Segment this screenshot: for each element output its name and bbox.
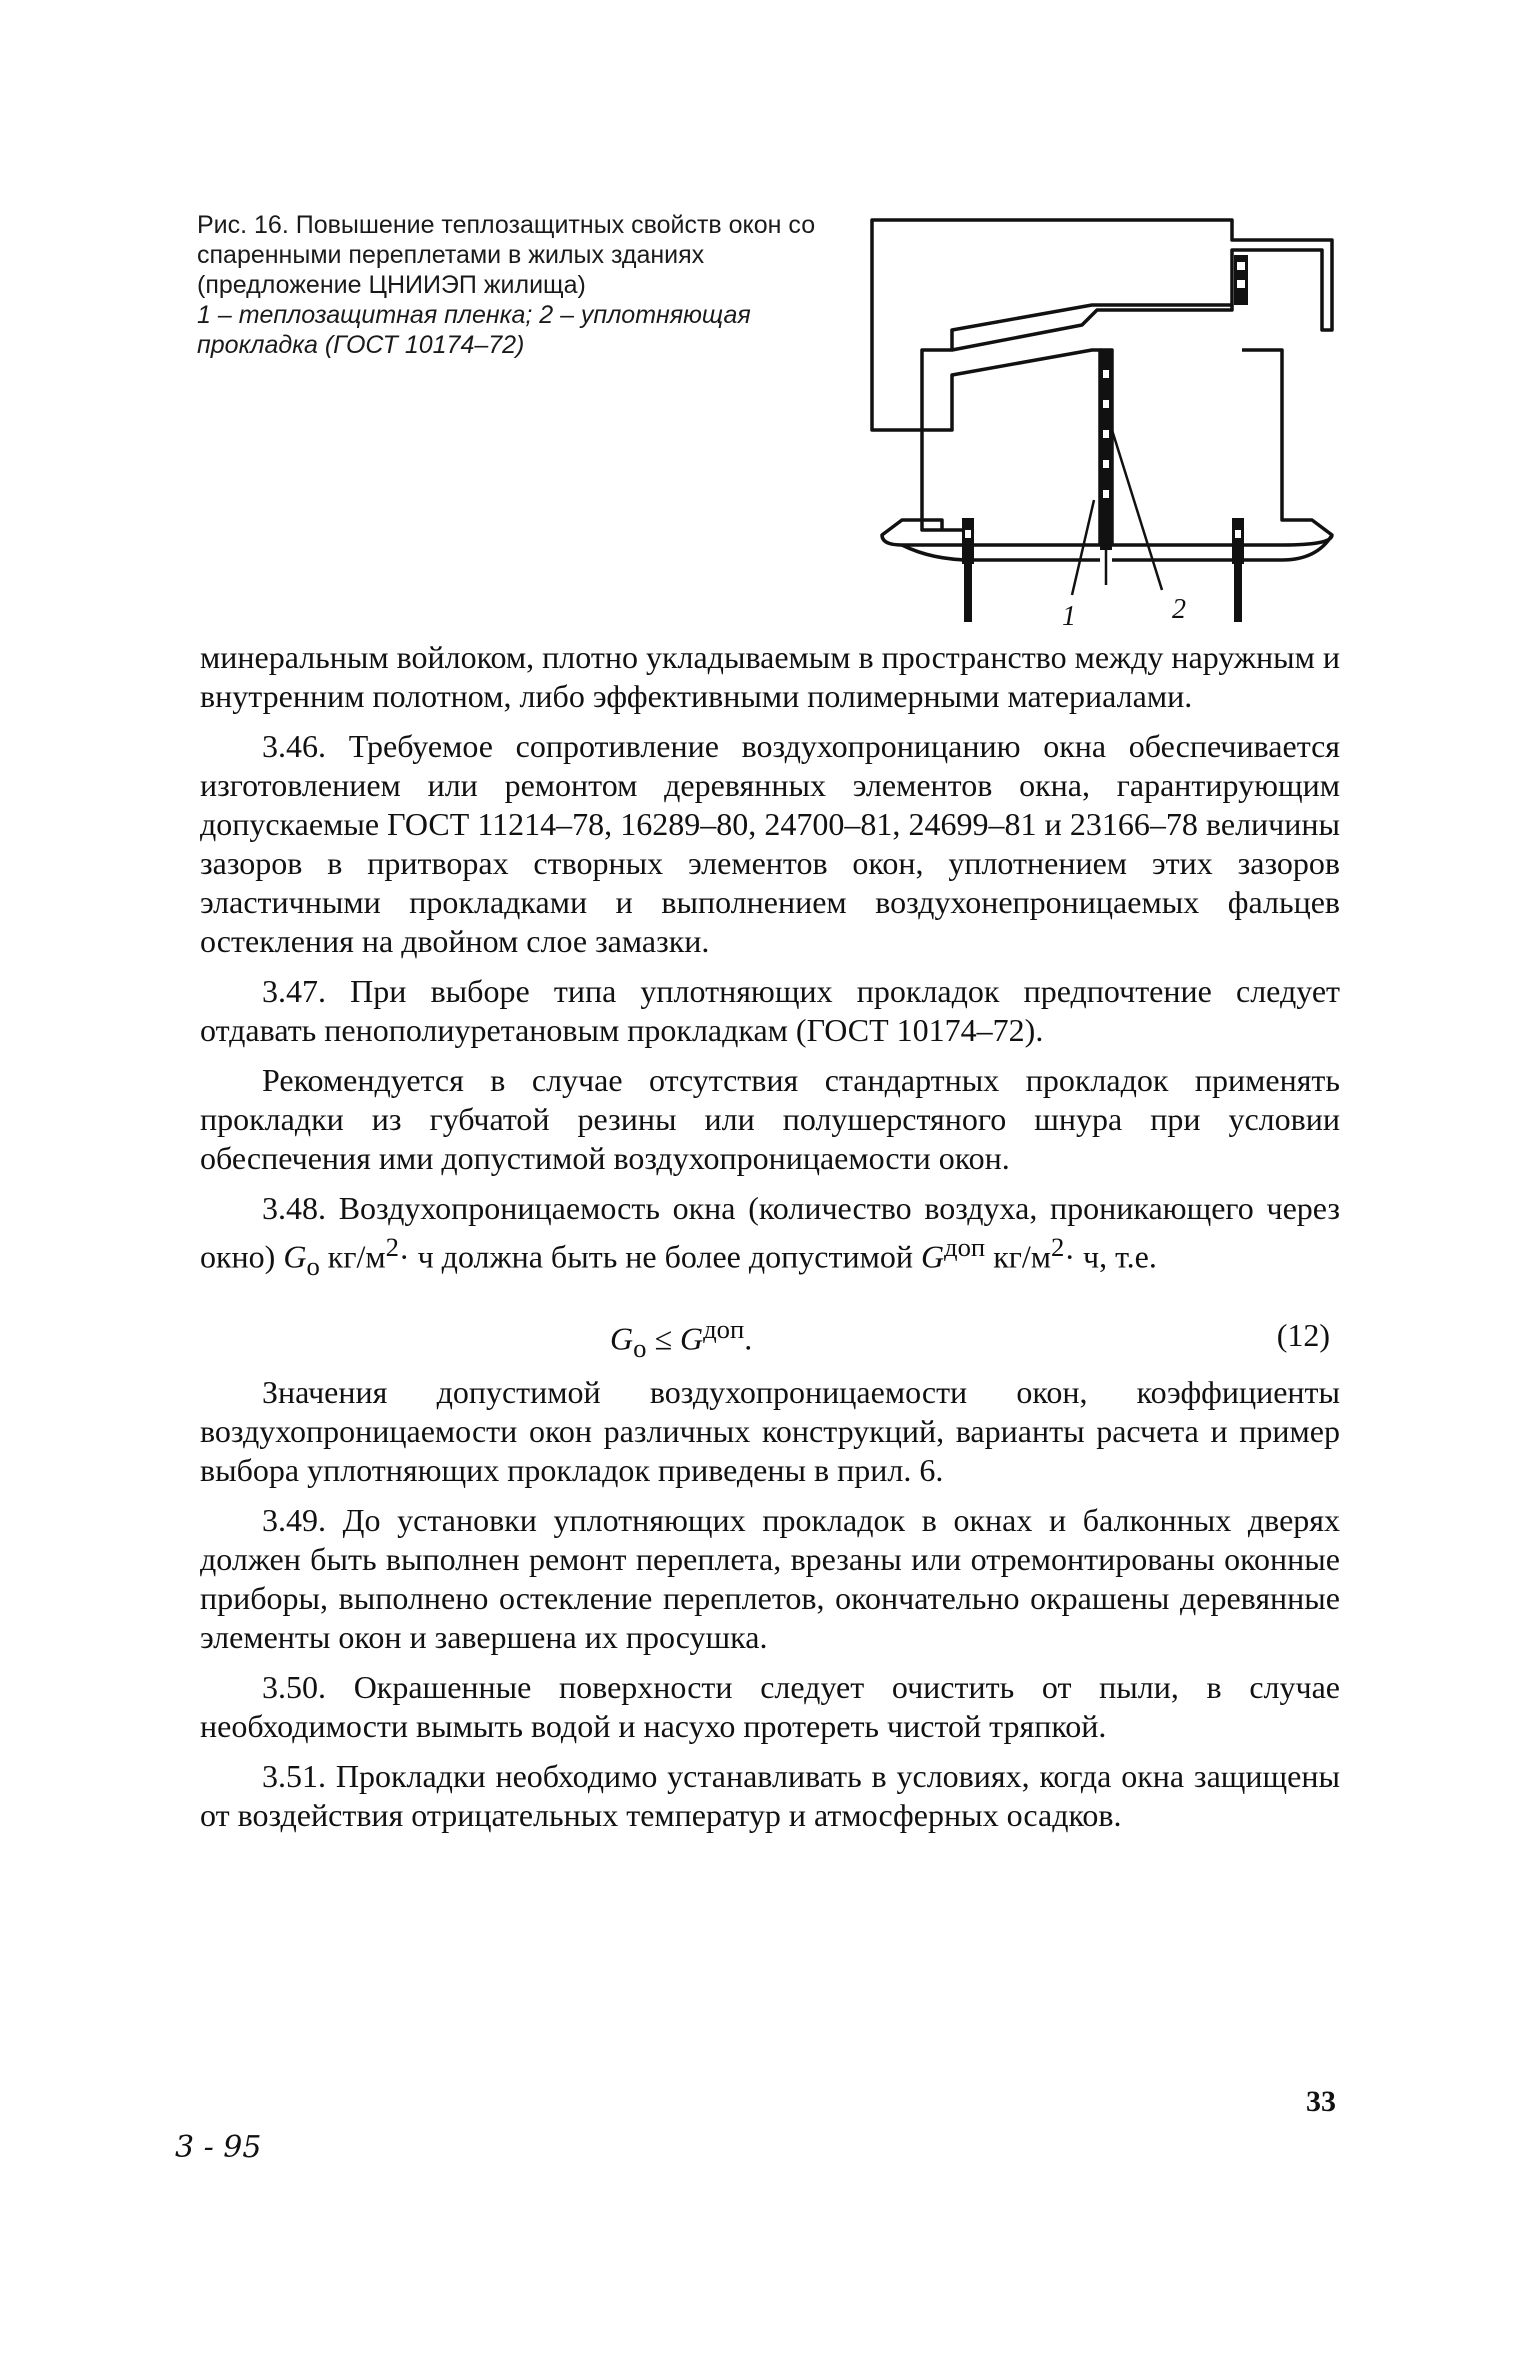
leader-1-a [1072,500,1094,595]
outer-sash [882,350,1100,545]
callout-1: 1 [1062,601,1076,632]
window-section-figure [862,200,1342,640]
paragraph-continuation: минеральным войлоком, плотно укладываемым в пространство между наружным и внутренним полотном, либо эффективными полимерными материалами. [200,639,1340,714]
figure-caption-legend: 1 – теплозащитная пленка; 2 – уплотняющая прокладка (ГОСТ 10174–72) [197,301,751,359]
formula-expression: $G_о \le G^{доп}$. [610,1314,753,1364]
figure-caption [197,210,857,360]
formula-number: (12) [1276,1317,1330,1354]
seal-left [962,518,974,564]
window-section-drawing [862,200,1342,640]
screw-left [964,564,972,622]
paragraph-3-48-values: Значения допустимой воздухопроницаемости окон, коэффициенты воздухопроницаемости окон различных конструкций, варианты расчета и пример выбора уплотняющих прокладок приведены в прил. 6. [200,1374,1340,1489]
paragraph-3-47: 3.47. При выборе типа уплотняющих прокладок предпочтение следует отдавать пенополиуретановым прокладкам (ГОСТ 10174–72). [200,973,1340,1048]
paragraph-3-47-recommendation: Рекомендуется в случае отсутствия стандартных прокладок применять прокладки из губчатой резины или полушерстяного шнура при условии обеспечения ими допустимой воздухопроницаемости окон. [200,1062,1340,1176]
inner-sash [1100,350,1332,545]
seal-right [1232,518,1244,564]
page-number: 33 [1306,2085,1336,2118]
paragraph-3-51: 3.51. Прокладки необходимо устанавливать в условиях, когда окна защищены от воздействия отрицательных температур и атмосферных осадков. [200,1758,1340,1834]
paragraph-3-49: 3.49. До установки уплотняющих прокладок в окнах и балконных дверях должен быть выполнен ремонт переплета, врезаны или отремонтированы оконные приборы, выполнено остекление переплетов, окончательно окрашены деревянные элементы окон и завершена их просушка. [200,1502,1340,1656]
main-text [200,638,1340,1835]
paragraph-3-50: 3.50. Окрашенные поверхности следует очистить от пыли, в случае необходимости вымыть водой и насухо протереть чистой тряпкой. [200,1669,1340,1745]
callout-2: 2 [1172,594,1186,625]
leader-2 [1112,430,1162,590]
handwritten-signature: 3 - 95 [175,2130,262,2165]
frame-rebate [952,305,1232,350]
formula-12 [200,1304,1340,1362]
figure-caption-title: Рис. 16. Повышение теплозащитных свойств окон со спаренными переплетами в жилых зданиях (предложение ЦНИИЭП жилища) [197,211,816,299]
paragraph-3-48: 3.48. Воздухопроницаемость окна (количество воздуха, проникающего через окно) $G_о$ $кг/м^2\cdot ч$ должна быть не более допустимой $G^{доп}$ $кг/м^2\cdot ч$, т.е. [200,1190,1340,1282]
screw-right [1234,564,1242,622]
paragraph-3-46: 3.46. Требуемое сопротивление воздухопроницанию окна обеспечивается изготовлением или ремонтом деревянных элементов окна, гарантирующим допускаемые ГОСТ 11214–78, 16289–80, 24700–81, 24699–81 и 23166–78 величины зазоров в притворах створных элементов окон, уплотнением этих зазоров эластичными прокладками и выполнением воздухонепроницаемых фальцев остекления на двойном слое замазки. [200,728,1340,959]
